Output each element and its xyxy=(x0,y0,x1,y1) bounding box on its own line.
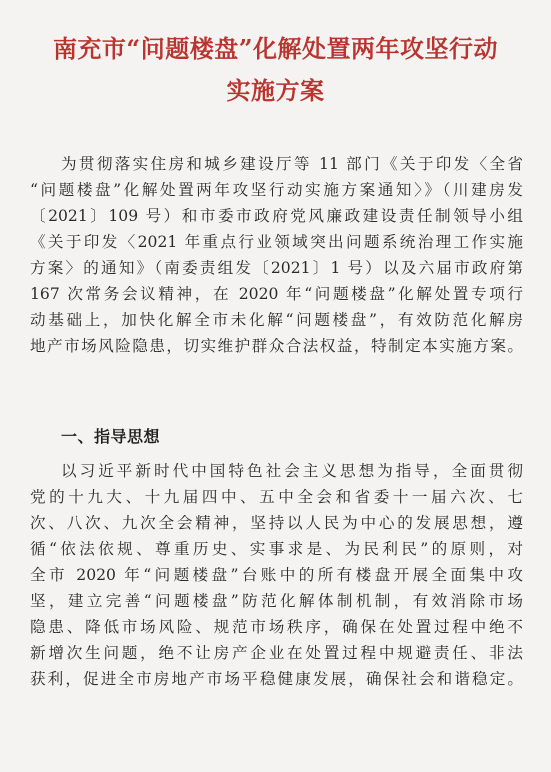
document-title-line-2: 实施方案 xyxy=(226,76,325,105)
intro-paragraph xyxy=(30,151,523,359)
paragraph-line: 次、八次、九次全会精神，坚持以人民为中心的发展思想，遵 xyxy=(30,514,523,532)
paragraph-line: 《关于印发〈2021 年重点行业领域突出问题系统治理工作实施 xyxy=(30,233,523,251)
document-title-line-1: 南充市“问题楼盘”化解处置两年攻坚行动 xyxy=(52,34,499,63)
paragraph-line: 地产市场风险隐患，切实维护群众合法权益，特制定本实施方案。 xyxy=(30,337,523,355)
paragraph-line: 167 次常务会议精神，在 2020 年“问题楼盘”化解处置专项行 xyxy=(30,285,523,303)
paragraph-line: 为贯彻落实住房和城乡建设厅等 11 部门《关于印发〈全省 xyxy=(61,155,523,173)
paragraph-line: 以习近平新时代中国特色社会主义思想为指导，全面贯彻 xyxy=(61,462,523,480)
paragraph-line: 全市 2020 年“问题楼盘”台账中的所有楼盘开展全面集中攻 xyxy=(30,566,523,584)
paragraph-line: 新增次生问题，绝不让房产企业在处置过程中规避责任、非法 xyxy=(30,644,523,662)
guiding-ideology-paragraph xyxy=(30,458,523,692)
paragraph-line: 动基础上，加快化解全市未化解“问题楼盘”，有效防范化解房 xyxy=(30,311,523,329)
paragraph-line: “问题楼盘”化解处置两年攻坚行动实施方案通知〉》（川建房发 xyxy=(30,181,523,199)
paragraph-line: 坚，建立完善“问题楼盘”防范化解体制机制，有效消除市场 xyxy=(30,592,523,610)
paragraph-line: 〔2021〕109 号）和市委市政府党风廉政建设责任制领导小组 xyxy=(30,207,523,225)
paragraph-line: 隐患、降低市场风险、规范市场秩序，确保在处置过程中绝不 xyxy=(30,618,523,636)
paragraph-line: 获利，促进全市房地产市场平稳健康发展，确保社会和谐稳定。 xyxy=(30,670,523,688)
paragraph-line: 党的十九大、十九届四中、五中全会和省委十一届六次、七 xyxy=(30,488,523,506)
paragraph-line: 方案〉的通知》（南委责组发〔2021〕1 号）以及六届市政府第 xyxy=(30,259,523,277)
paragraph-line: 循“依法依规、尊重历史、实事求是、为民利民”的原则，对 xyxy=(30,540,523,558)
section-heading-guiding-ideology: 一、指导思想 xyxy=(61,427,161,446)
